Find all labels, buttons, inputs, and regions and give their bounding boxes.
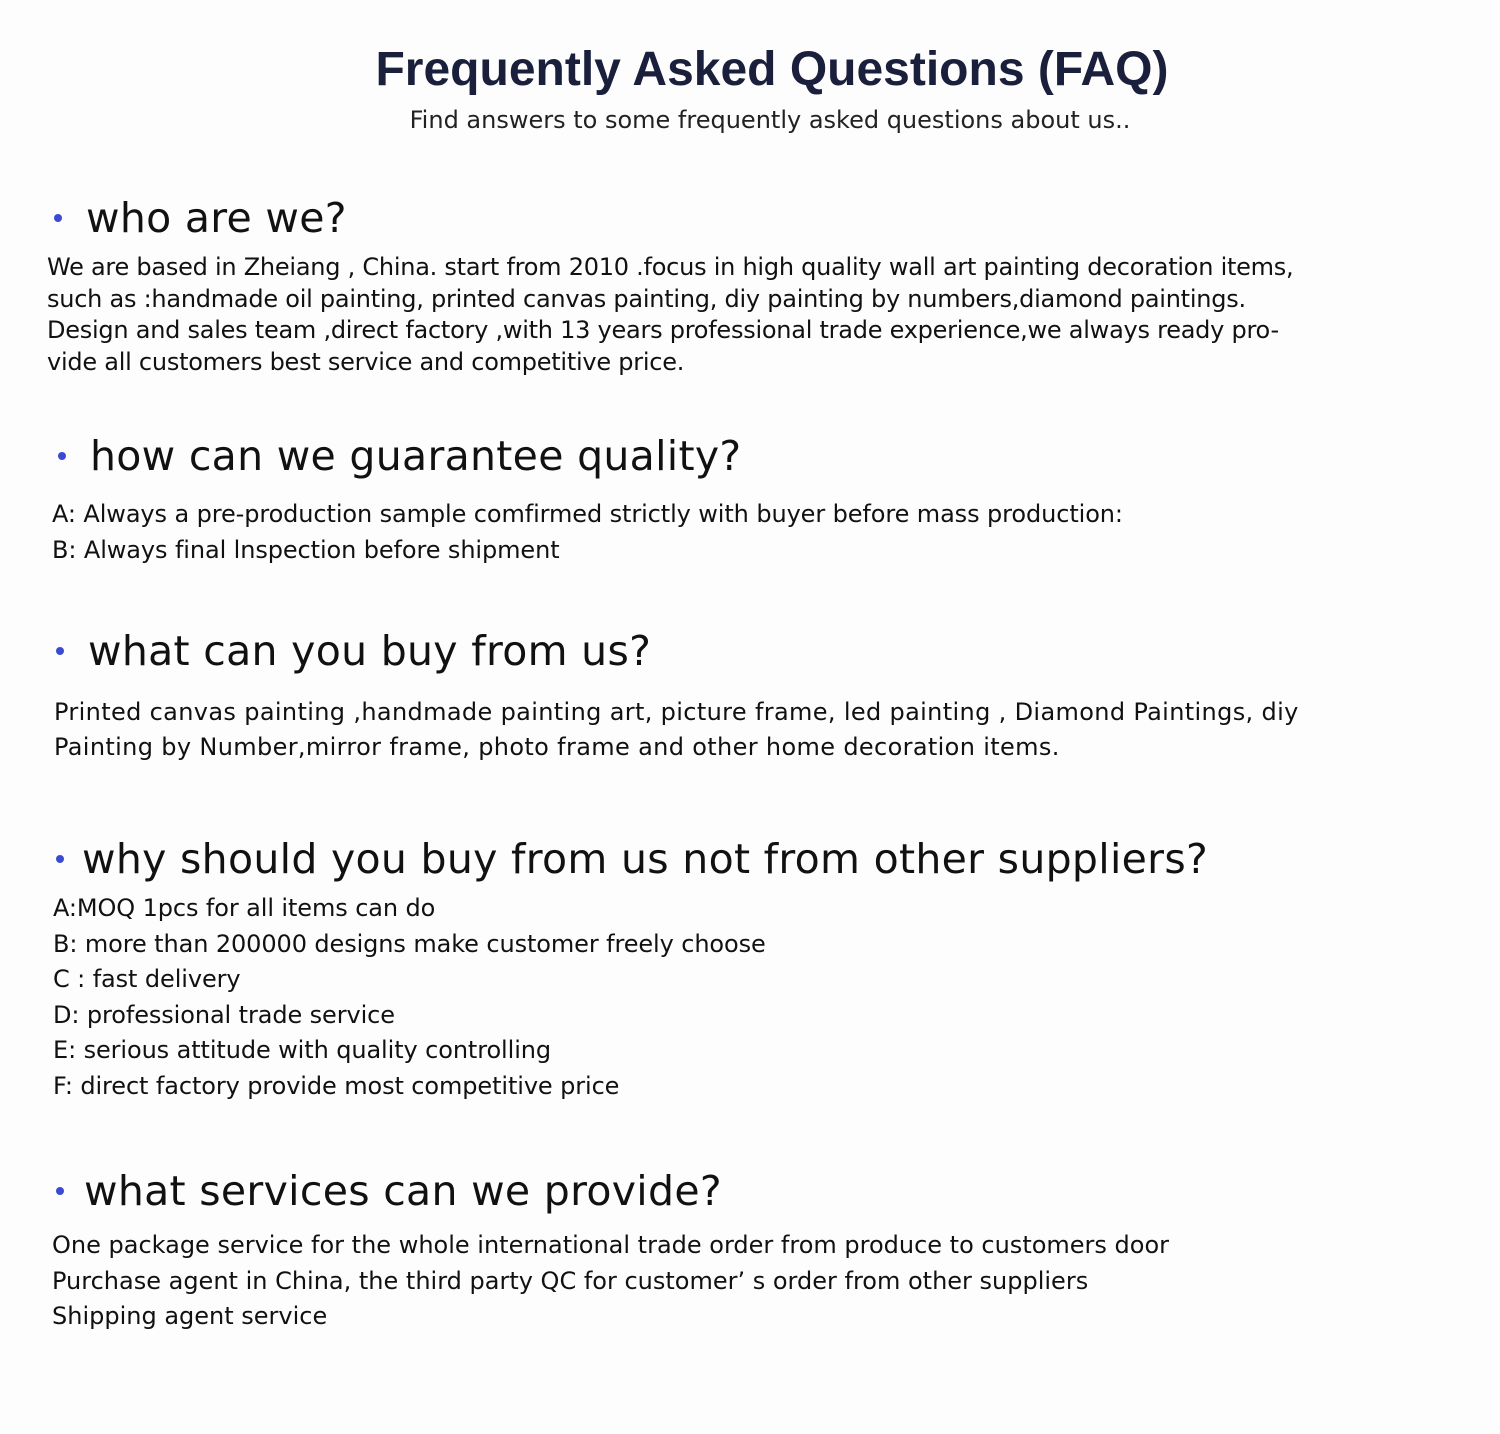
- faq-answer-line: B: Always final lnspection before shipment: [52, 536, 560, 564]
- faq-answer-line: Design and sales team ,direct factory ,with 13 years professional trade experience,we always ready pro-: [47, 316, 1279, 344]
- faq-answer-line: We are based in Zheiang , China. start from 2010 .focus in high quality wall art painting decoration items,: [47, 253, 1294, 281]
- faq-item: [0, 1163, 1500, 1335]
- faq-question-text: why should you buy from us not from other suppliers?: [82, 835, 1209, 883]
- faq-answer-line: Purchase agent in China, the third party QC for customer’ s order from other suppliers: [52, 1266, 1089, 1295]
- faq-question-text: who are we?: [86, 194, 347, 242]
- bullet-icon: [56, 647, 64, 655]
- page-title: Frequently Asked Questions (FAQ): [375, 43, 1169, 96]
- page-header: [0, 40, 1500, 138]
- faq-answer-line: Shipping agent service: [52, 1302, 328, 1330]
- faq-answer-line: B: more than 200000 designs make customer freely choose: [53, 929, 766, 958]
- faq-question-text: how can we guarantee quality?: [90, 432, 742, 480]
- bullet-icon: [58, 452, 66, 460]
- faq-answer-line: vide all customers best service and competitive price.: [47, 347, 685, 376]
- faq-question: [56, 623, 1500, 679]
- faq-answer: [52, 496, 1500, 568]
- faq-answer: [52, 1228, 1500, 1335]
- faq-question-text: what services can we provide?: [84, 1167, 722, 1215]
- faq-answer: [53, 891, 1500, 1104]
- bullet-icon: [54, 214, 62, 222]
- faq-item: [0, 428, 1500, 568]
- page-subtitle: Find answers to some frequently asked questions about us..: [409, 106, 1131, 134]
- faq-item: [0, 831, 1500, 1104]
- faq-item: [0, 190, 1500, 378]
- faq-answer-line: C : fast delivery: [53, 965, 241, 993]
- bullet-icon: [56, 1187, 64, 1195]
- faq-question: [58, 428, 1500, 484]
- faq-answer-line: E: serious attitude with quality controlling: [53, 1036, 552, 1064]
- faq-answer-line: F: direct factory provide most competitive price: [53, 1071, 620, 1100]
- bullet-icon: [56, 855, 64, 863]
- faq-question: [54, 190, 1500, 246]
- faq-answer-line: Painting by Number,mirror frame, photo frame and other home decoration items.: [54, 733, 1060, 761]
- faq-answer-line: Printed canvas painting ,handmade painting art, picture frame, led painting , Diamond Paintings, diy: [54, 698, 1299, 726]
- faq-question-text: what can you buy from us?: [88, 627, 652, 675]
- faq-answer: [54, 695, 1500, 765]
- faq-answer-line: A: Always a pre-production sample comfirmed strictly with buyer before mass production:: [52, 500, 1123, 528]
- faq-question: [56, 1163, 1500, 1219]
- faq-question: [56, 831, 1500, 887]
- faq-answer: [47, 252, 1500, 378]
- faq-answer-line: such as :handmade oil painting, printed canvas painting, diy painting by numbers,diamond paintings.: [47, 284, 1246, 313]
- faq-answer-line: One package service for the whole international trade order from produce to customers door: [52, 1231, 1170, 1259]
- faq-answer-line: A:MOQ 1pcs for all items can do: [53, 894, 436, 922]
- faq-answer-line: D: professional trade service: [53, 1000, 395, 1029]
- faq-item: [0, 623, 1500, 765]
